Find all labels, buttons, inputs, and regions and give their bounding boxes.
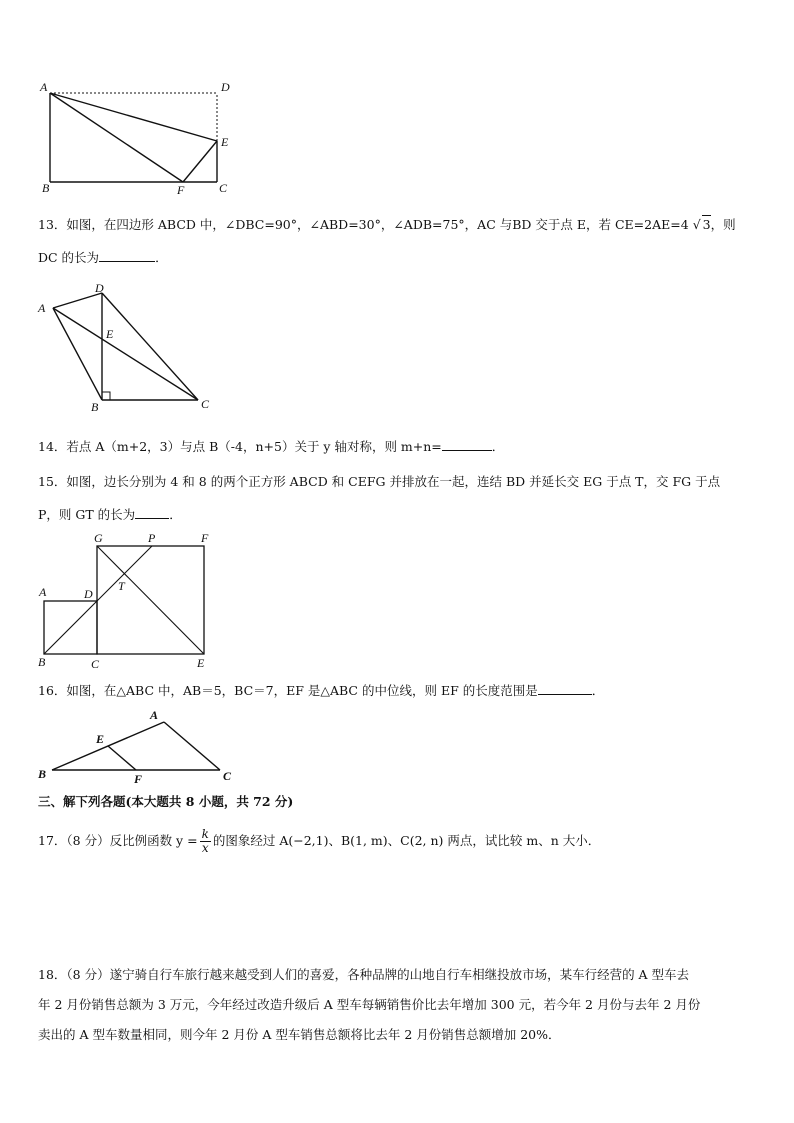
q17-middle: 的图象经过 A(−2,1)、B(1, m)、C(2, n) 两点，试比较 m、n 大小．: [212, 833, 601, 848]
label-e: E: [96, 732, 105, 746]
q14-suffix: ．: [491, 439, 505, 454]
right-angle-mark: [102, 392, 110, 400]
label-b: B: [42, 181, 50, 195]
label-f: F: [177, 183, 185, 197]
q13-text-prefix: 13．如图，在四边形 ABCD 中，∠DBC=90°，∠ABD=30°，∠ADB=75°，AC 与BD 交于点 E，若 CE=2AE=4: [38, 217, 689, 232]
question-15-line2: [38, 506, 182, 524]
q16-suffix: ．: [591, 683, 605, 698]
fraction-k-over-x: [200, 828, 211, 855]
answer-blank-15[interactable]: [135, 506, 169, 519]
figure-q16: [36, 703, 246, 788]
q13-line2-suffix: ．: [155, 250, 168, 265]
label-e: E: [106, 327, 114, 341]
label-d: D: [221, 80, 230, 94]
section-3-heading: 三、解下列各题(本大题共 8 小题，共 72 分): [38, 794, 294, 809]
q15-line2-suffix: ．: [169, 507, 182, 522]
segment-ge: [97, 546, 204, 654]
label-a: A: [38, 301, 46, 315]
sqrt-argument: 3: [702, 217, 711, 232]
edge-ac: [164, 722, 220, 770]
q14-text: 14．若点 A（m+2，3）与点 B（-4，n+5）关于 y 轴对称，则 m+n=: [38, 439, 442, 454]
sqrt-symbol: √: [692, 217, 701, 232]
label-e: E: [221, 135, 229, 149]
edge-ad: [53, 293, 102, 308]
label-c: C: [201, 397, 210, 411]
segment-ae: [50, 93, 217, 141]
label-c: C: [219, 181, 228, 195]
figure-q12: [36, 78, 236, 198]
q18-line2: 年 2 月份销售总额为 3 万元，今年经过改造升级后 A 型车每辆销售价比去年增加 300 元，若今年 2 月份与去年 2 月份: [38, 997, 701, 1012]
label-c: C: [223, 769, 232, 783]
question-17: [38, 824, 600, 858]
label-p: P: [148, 531, 156, 545]
q15-line2-prefix: P，则 GT 的长为: [38, 507, 136, 522]
question-18: [38, 960, 758, 1050]
answer-blank-16[interactable]: [538, 682, 592, 695]
label-t: T: [118, 579, 125, 593]
segment-ef: [108, 746, 136, 770]
q18-line3: 卖出的 A 型车数量相同，则今年 2 月份 A 型车销售总额将比去年 2 月份销售总额增加 20%．: [38, 1027, 561, 1042]
answer-blank-13[interactable]: [99, 249, 155, 262]
q18-line1: 18．（8 分）遂宁骑自行车旅行越来越受到人们的喜爱，各种品牌的山地自行车相继投放市场，某车行经营的 A 型车去: [38, 967, 690, 982]
question-14: [38, 438, 504, 456]
label-c: C: [91, 657, 100, 671]
label-b: B: [91, 400, 99, 414]
answer-blank-14[interactable]: [442, 438, 492, 451]
edge-dc: [102, 293, 198, 400]
figure-q13: [36, 280, 226, 415]
q13-text-suffix: ，则: [710, 217, 736, 232]
label-d: D: [95, 281, 104, 295]
segment-fe: [183, 141, 217, 182]
question-13-line1: [38, 215, 736, 234]
label-d: D: [84, 587, 93, 601]
q16-text: 16．如图，在△ABC 中，AB＝5，BC＝7，EF 是△ABC 的中位线，则 EF 的长度范围是: [38, 683, 538, 698]
edge-ab: [53, 308, 102, 400]
segment-af: [50, 93, 183, 182]
label-f: F: [201, 531, 209, 545]
label-e: E: [197, 656, 205, 670]
label-f: F: [134, 772, 143, 786]
frac-denominator: x: [201, 841, 209, 855]
figure-q15: [36, 530, 226, 670]
question-15-line1: [38, 473, 720, 491]
q13-line2-prefix: DC 的长为: [38, 250, 100, 265]
label-b: B: [38, 767, 47, 781]
segment-ac: [53, 308, 198, 400]
label-a: A: [39, 585, 47, 599]
question-16: [38, 682, 604, 700]
segment-bp: [44, 546, 152, 654]
q15-line1: 15．如图，边长分别为 4 和 8 的两个正方形 ABCD 和 CEFG 并排放在一起，连结 BD 并延长交 EG 于点 T，交 FG 于点: [38, 474, 721, 489]
label-g: G: [94, 531, 103, 545]
q17-prefix: 17．（8 分）反比例函数 y =: [38, 833, 198, 848]
frac-numerator: k: [201, 827, 209, 841]
label-a: A: [40, 80, 48, 94]
label-b: B: [38, 655, 46, 669]
question-13-line2: [38, 249, 168, 267]
label-a: A: [150, 708, 159, 722]
